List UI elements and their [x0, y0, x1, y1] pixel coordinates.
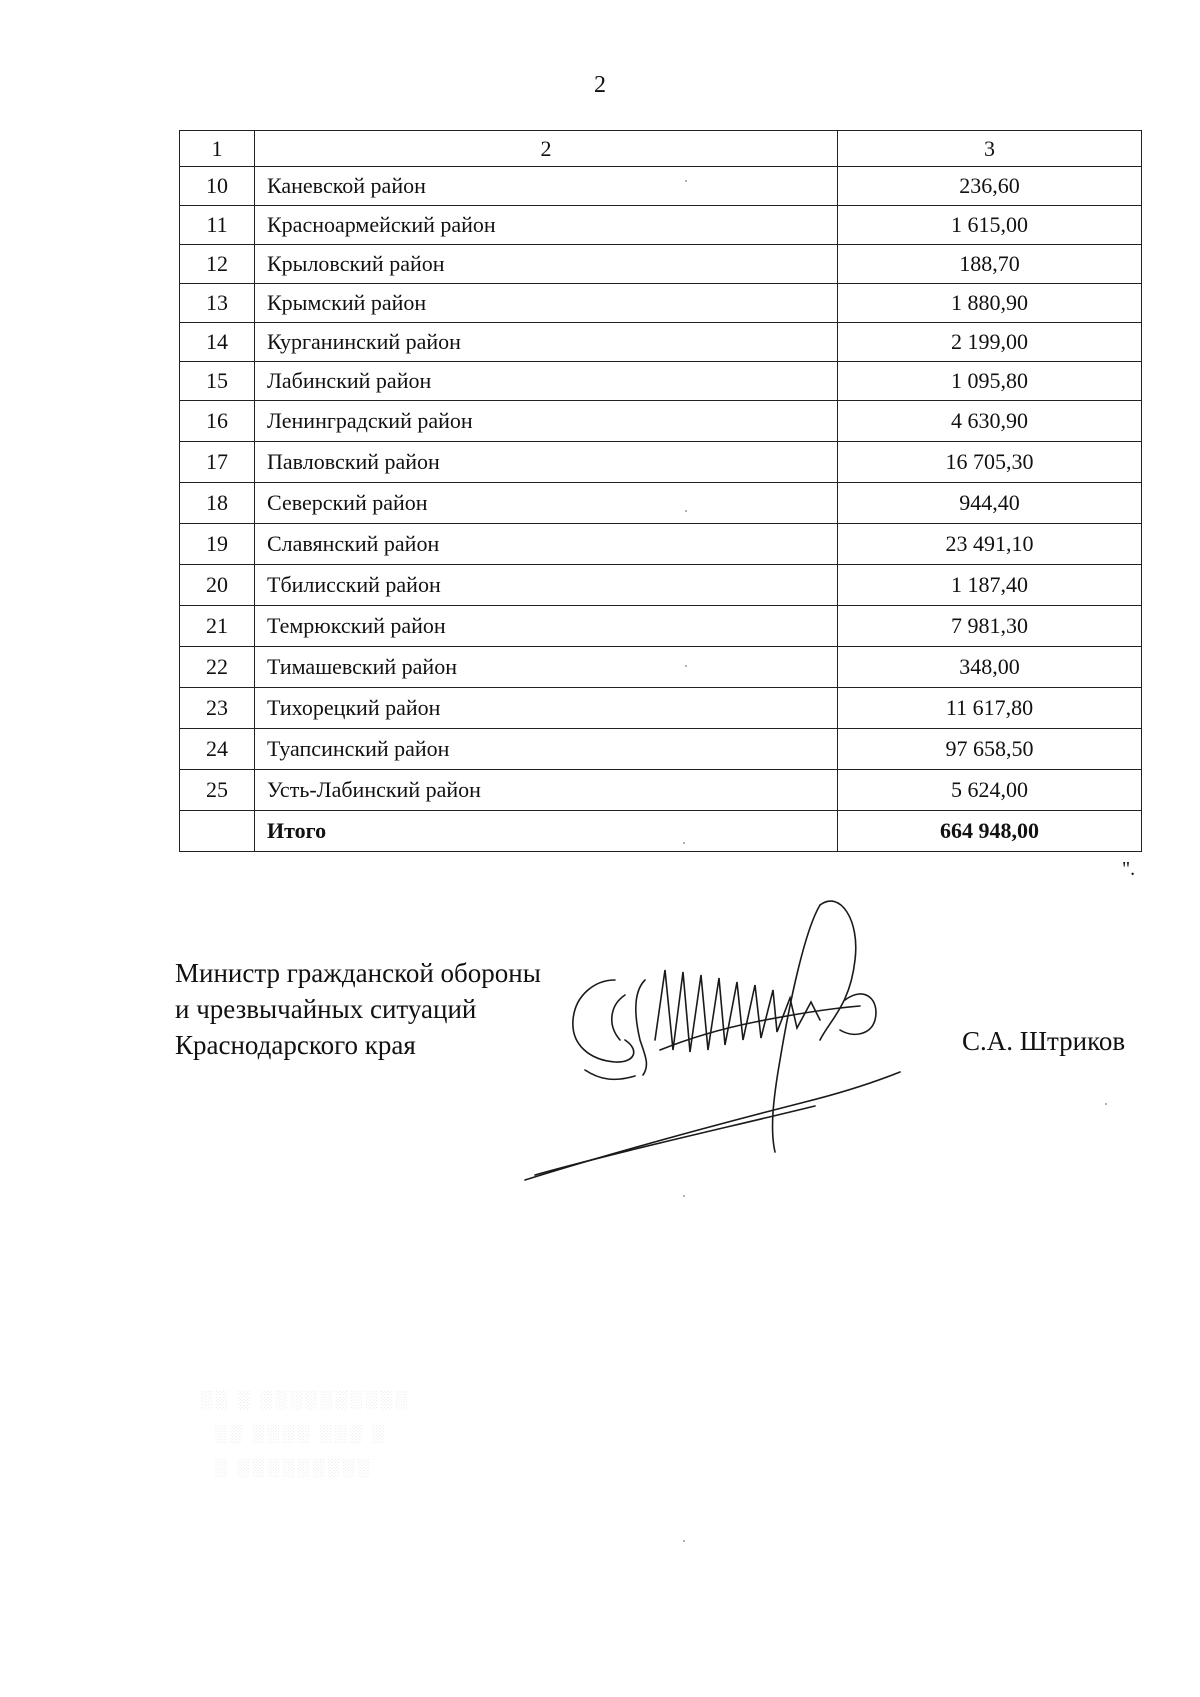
table-header-row [180, 131, 1142, 167]
faded-stamp: ░░ ░ ░░░░░░░░░░ ░░ ░░░░ ░░░ ░ ░ ░░░░░░░░░ [200, 1390, 411, 1477]
scan-speck [683, 842, 685, 844]
row-index: 17 [180, 442, 255, 483]
district-name: Павловский район [255, 442, 838, 483]
district-name: Славянский район [255, 524, 838, 565]
table-row [180, 401, 1142, 442]
row-index: 11 [180, 206, 255, 245]
table-row [180, 284, 1142, 323]
district-name: Тихорецкий район [255, 688, 838, 729]
total-row [180, 811, 1142, 852]
table-row [180, 647, 1142, 688]
table-row [180, 606, 1142, 647]
district-name: Каневской район [255, 167, 838, 206]
amount: 348,00 [838, 647, 1142, 688]
district-name: Лабинский район [255, 362, 838, 401]
district-name: Тимашевский район [255, 647, 838, 688]
amount: 11 617,80 [838, 688, 1142, 729]
scan-speck [683, 1195, 685, 1197]
total-amount: 664 948,00 [838, 811, 1142, 852]
district-name: Усть-Лабинский район [255, 770, 838, 811]
amount: 16 705,30 [838, 442, 1142, 483]
row-index: 23 [180, 688, 255, 729]
table-row [180, 245, 1142, 284]
row-index: 12 [180, 245, 255, 284]
row-index: 24 [180, 729, 255, 770]
row-index: 22 [180, 647, 255, 688]
row-index: 14 [180, 323, 255, 362]
row-index: 25 [180, 770, 255, 811]
row-index: 19 [180, 524, 255, 565]
signatory-name: С.А. Штриков [962, 1026, 1126, 1056]
district-name: Крыловский район [255, 245, 838, 284]
table-row [180, 362, 1142, 401]
row-index: 13 [180, 284, 255, 323]
page-number: 2 [594, 72, 606, 98]
row-index: 10 [180, 167, 255, 206]
scan-speck [685, 665, 687, 667]
allocation-table [179, 130, 1142, 852]
position-line: Краснодарского края [175, 1030, 416, 1060]
amount: 5 624,00 [838, 770, 1142, 811]
row-index: 15 [180, 362, 255, 401]
district-name: Крымский район [255, 284, 838, 323]
district-name: Курганинский район [255, 323, 838, 362]
table-row [180, 483, 1142, 524]
amount: 97 658,50 [838, 729, 1142, 770]
district-name: Красноармейский район [255, 206, 838, 245]
table-row [180, 770, 1142, 811]
position-line: Министр гражданской обороны [175, 958, 541, 988]
amount: 1 187,40 [838, 565, 1142, 606]
row-index: 20 [180, 565, 255, 606]
amount: 1 615,00 [838, 206, 1142, 245]
row-index: 21 [180, 606, 255, 647]
district-name: Тбилисский район [255, 565, 838, 606]
total-index-cell [180, 811, 255, 852]
table-row [180, 565, 1142, 606]
signatory-position [175, 955, 541, 1063]
scan-speck [685, 510, 687, 512]
closing-quote: ". [1122, 858, 1136, 880]
scan-speck [1105, 1103, 1107, 1105]
amount: 1 095,80 [838, 362, 1142, 401]
column-number-3: 3 [838, 131, 1142, 167]
amount: 23 491,10 [838, 524, 1142, 565]
scan-speck [685, 180, 687, 182]
column-number-2: 2 [255, 131, 838, 167]
row-index: 18 [180, 483, 255, 524]
table-row [180, 442, 1142, 483]
amount: 1 880,90 [838, 284, 1142, 323]
amount: 2 199,00 [838, 323, 1142, 362]
scan-speck [683, 1540, 685, 1542]
district-name: Туапсинский район [255, 729, 838, 770]
table-row [180, 323, 1142, 362]
column-number-1: 1 [180, 131, 255, 167]
district-name: Темрюкский район [255, 606, 838, 647]
district-name: Ленинградский район [255, 401, 838, 442]
table-row [180, 688, 1142, 729]
amount: 236,60 [838, 167, 1142, 206]
amount: 4 630,90 [838, 401, 1142, 442]
table-row [180, 206, 1142, 245]
handwritten-signature [515, 890, 955, 1190]
amount: 944,40 [838, 483, 1142, 524]
table-row [180, 524, 1142, 565]
row-index: 16 [180, 401, 255, 442]
table-row [180, 167, 1142, 206]
total-label: Итого [255, 811, 838, 852]
position-line: и чрезвычайных ситуаций [175, 994, 477, 1024]
table-row [180, 729, 1142, 770]
amount: 188,70 [838, 245, 1142, 284]
district-name: Северский район [255, 483, 838, 524]
amount: 7 981,30 [838, 606, 1142, 647]
